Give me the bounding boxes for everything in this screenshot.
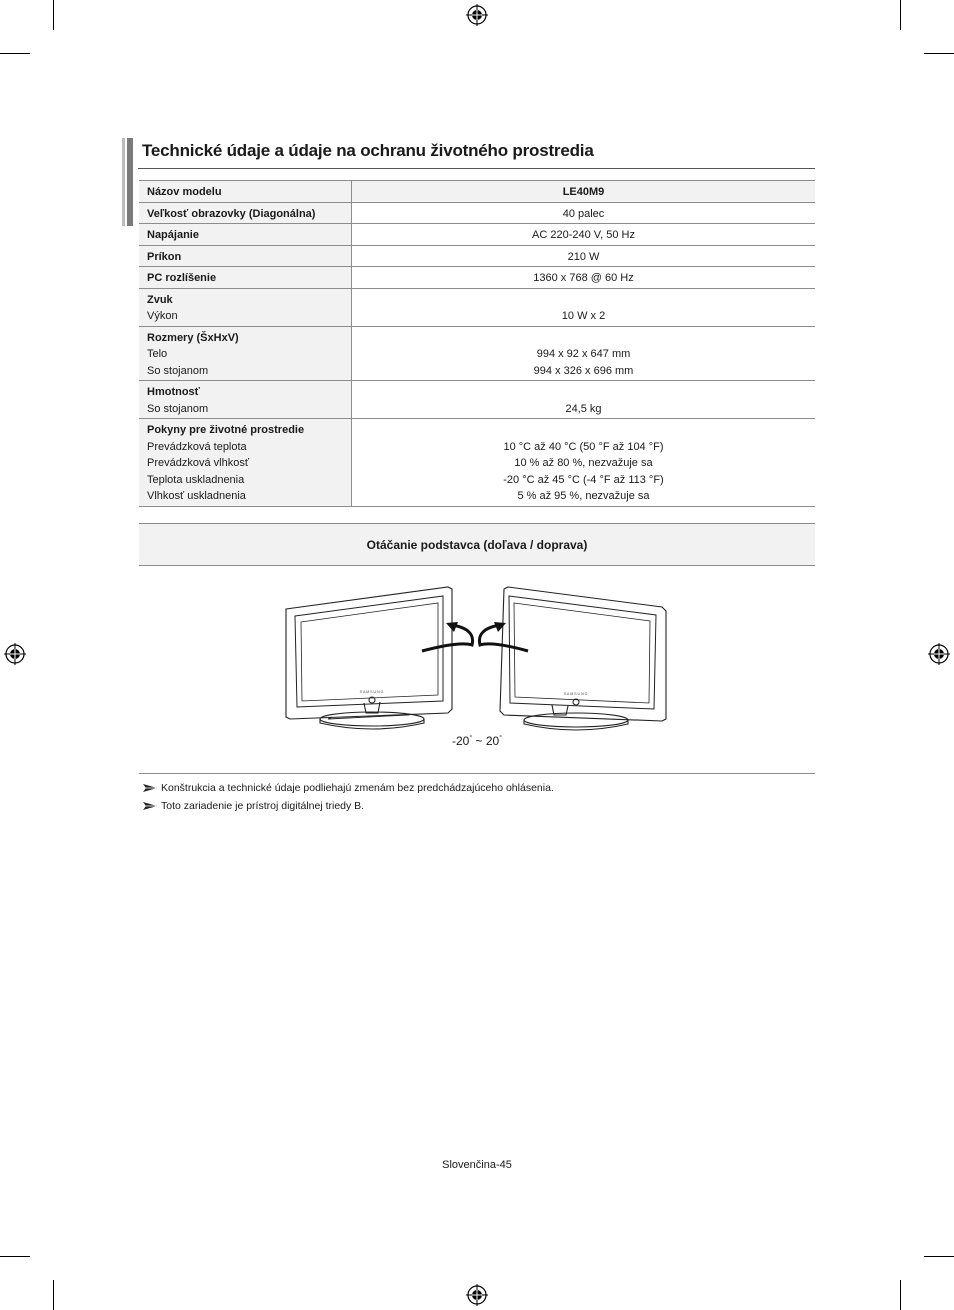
note-text: Konštrukcia a technické údaje podliehajú zmenám bez predchádzajúceho ohlásenia.	[161, 782, 554, 794]
crop-mark	[900, 0, 901, 30]
section-side-bar	[122, 138, 133, 226]
spec-label: PC rozlíšenie	[139, 267, 352, 289]
notes-divider	[139, 773, 815, 774]
spec-label-group	[139, 326, 352, 381]
crop-mark	[0, 53, 30, 54]
spec-value: 994 x 326 x 696 mm	[533, 364, 634, 377]
spec-value: 1360 x 768 @ 60 Hz	[352, 267, 816, 289]
degree-symbol: °	[469, 735, 473, 742]
brand-label: SAMSUNG	[359, 690, 385, 694]
spec-value: 994 x 92 x 647 mm	[536, 348, 631, 360]
crop-mark	[53, 0, 54, 30]
spec-sublabel: So stojanom	[147, 402, 209, 415]
table-row	[139, 419, 815, 507]
spec-label-group	[139, 288, 352, 326]
brand-label: SAMSUNG	[563, 692, 589, 696]
spec-value: 24,5 kg	[352, 381, 816, 419]
page-title: Technické údaje a údaje na ochranu životného prostredia	[142, 141, 594, 160]
spec-sublabel: Vlhkosť uskladnenia	[147, 490, 246, 502]
rotation-angle-label	[0, 734, 954, 748]
spec-sublabel: Prevádzková teplota	[147, 440, 247, 453]
tv-right	[500, 587, 666, 730]
degree-symbol: °	[499, 735, 502, 742]
angle-min: -20	[452, 734, 470, 748]
crop-mark	[924, 53, 954, 54]
note-item	[143, 800, 364, 812]
spec-value: 210 W	[352, 245, 816, 267]
spec-sublabel: Telo	[147, 348, 168, 360]
table-row	[139, 381, 815, 419]
spec-label: Rozmery (ŠxHxV)	[147, 331, 239, 344]
tv-rotation-illustration	[280, 585, 672, 735]
spec-label-group	[139, 419, 352, 507]
rotation-heading: Otáčanie podstavca (doľava / doprava)	[139, 523, 815, 566]
crop-mark	[924, 1256, 954, 1257]
table-row	[139, 202, 815, 224]
spec-value: 5 % až 95 %, nezvažuje sa	[517, 490, 650, 502]
spec-sublabel: Výkon	[147, 310, 178, 322]
crop-mark	[900, 1280, 901, 1310]
spec-value: 10 °C až 40 °C (50 °F až 104 °F)	[503, 440, 664, 453]
spec-label: Napájanie	[139, 224, 352, 246]
spec-value: 10 % až 80 %, nezvažuje sa	[514, 457, 653, 469]
registration-mark-icon	[4, 643, 26, 665]
crop-mark	[53, 1280, 54, 1310]
spec-label: Hmotnosť	[147, 386, 200, 398]
spec-value: LE40M9	[352, 181, 816, 203]
spec-value: 10 W x 2	[352, 288, 816, 326]
spec-label: Veľkosť obrazovky (Diagonálna)	[139, 202, 352, 224]
spec-value-group	[352, 419, 816, 507]
registration-mark-icon	[928, 643, 950, 665]
spec-label: Pokyny pre životné prostredie	[147, 424, 305, 436]
spec-value-group	[352, 326, 816, 381]
spec-label: Zvuk	[147, 293, 173, 306]
registration-mark-icon	[466, 1284, 488, 1306]
note-arrow-icon	[143, 784, 157, 792]
spec-label: Názov modelu	[139, 181, 352, 203]
spec-label: Príkon	[139, 245, 352, 267]
table-row	[139, 326, 815, 381]
note-arrow-icon	[143, 802, 157, 810]
registration-mark-icon	[466, 4, 488, 26]
spec-sublabel: So stojanom	[147, 364, 209, 377]
table-row	[139, 181, 815, 203]
crop-mark	[0, 1256, 30, 1257]
spec-sublabel: Teplota uskladnenia	[147, 473, 245, 486]
table-row	[139, 245, 815, 267]
angle-separator: ~ 20	[472, 734, 500, 748]
table-row	[139, 288, 815, 326]
rotate-right-arrow-icon	[479, 622, 528, 651]
tv-left	[286, 587, 452, 729]
spec-sublabel: Prevádzková vlhkosť	[147, 457, 249, 469]
title-divider	[138, 168, 815, 169]
note-text: Toto zariadenie je prístroj digitálnej triedy B.	[161, 800, 365, 812]
spec-table	[139, 180, 815, 507]
note-item	[143, 782, 554, 794]
spec-value: AC 220-240 V, 50 Hz	[352, 224, 816, 246]
spec-value: -20 °C až 45 °C (-4 °F až 113 °F)	[503, 473, 664, 486]
spec-label-group	[139, 381, 352, 419]
table-row	[139, 267, 815, 289]
table-row	[139, 224, 815, 246]
spec-value: 40 palec	[352, 202, 816, 224]
page-footer: Slovenčina-45	[442, 1159, 512, 1171]
rotate-left-arrow-icon	[422, 622, 473, 651]
